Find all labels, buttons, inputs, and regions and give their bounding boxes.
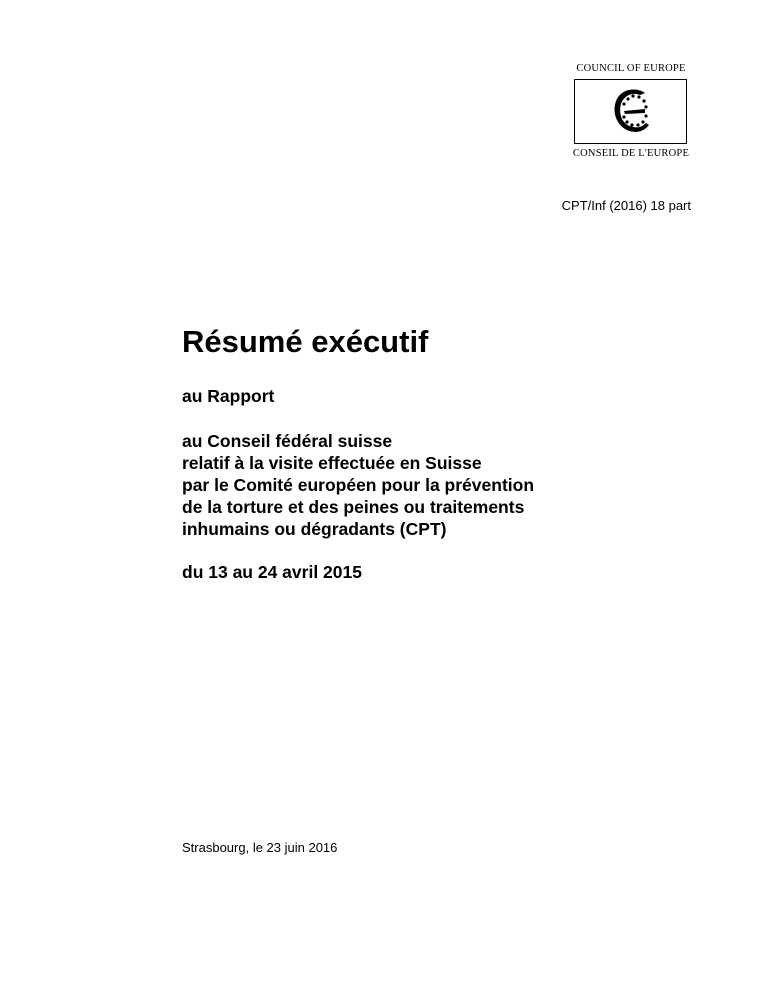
description-line: par le Comité européen pour la prévention xyxy=(182,475,535,495)
logo-bottom-text: CONSEIL DE L'EUROPE xyxy=(572,148,690,159)
description-line: au Conseil fédéral suisse xyxy=(182,431,393,451)
document-subtitle: au Rapport xyxy=(182,386,275,406)
description-line: relatif à la visite effectuée en Suisse xyxy=(182,453,482,473)
place-and-date: Strasbourg, le 23 juin 2016 xyxy=(182,840,338,855)
visit-dates: du 13 au 24 avril 2015 xyxy=(182,562,362,582)
document-title: Résumé exécutif xyxy=(182,324,429,359)
council-of-europe-logo xyxy=(566,63,696,163)
description-line: de la torture et des peines ou traitements xyxy=(182,497,525,517)
document-reference: CPT/Inf (2016) 18 part xyxy=(561,198,691,213)
description-line: inhumains ou dégradants (CPT) xyxy=(182,519,447,539)
logo-frame xyxy=(574,79,687,144)
logo-top-text: COUNCIL OF EUROPE xyxy=(576,63,686,74)
council-of-europe-emblem-icon xyxy=(609,85,657,137)
report-description xyxy=(182,430,534,540)
